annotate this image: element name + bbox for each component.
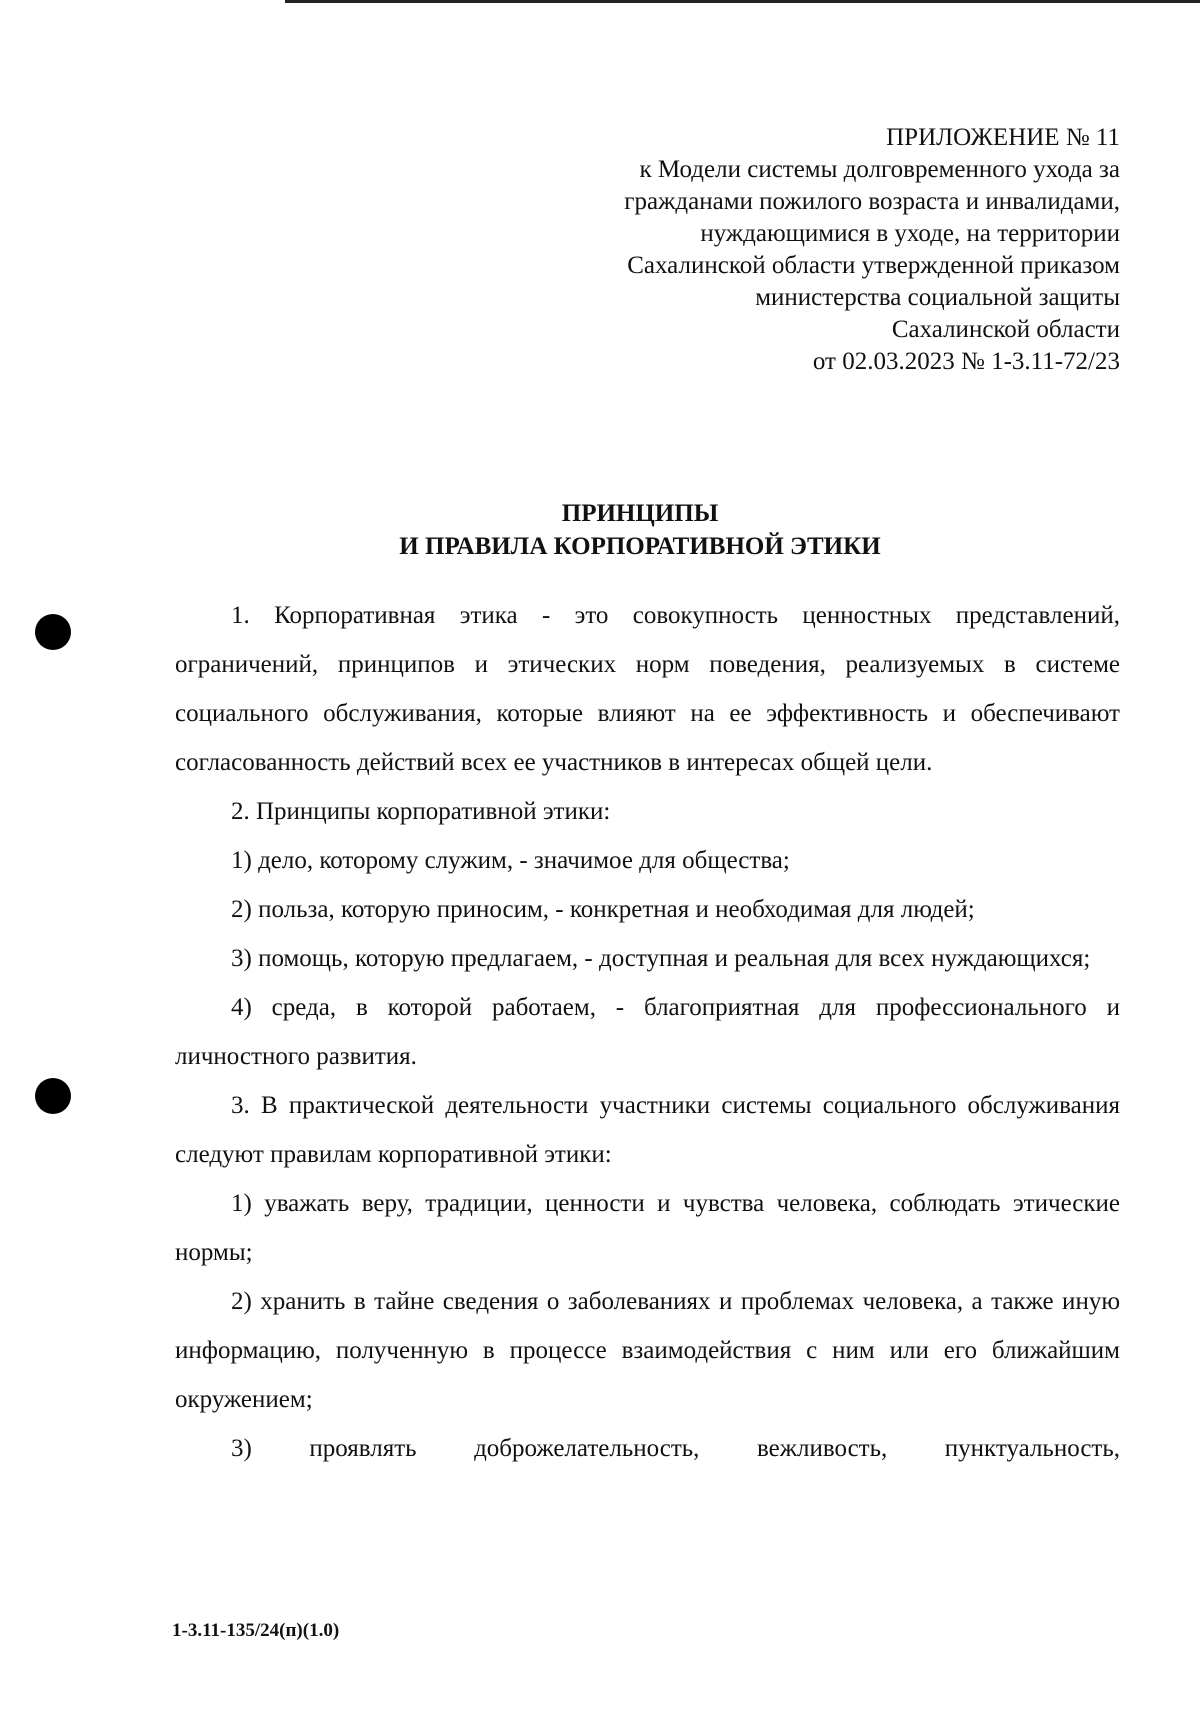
appendix-line: гражданами пожилого возраста и инвалидами, (624, 188, 1120, 215)
appendix-line: министерства социальной защиты (755, 284, 1120, 311)
appendix-line: Сахалинской области (891, 316, 1120, 343)
paragraph-definition: 1. Корпоративная этика - это совокупность ценностных представлений, ограничений, принципов и этических норм поведения, реализуемых в системе социального обслуживания, которые влияют на ее эффективность и обеспечивают согласованность действий всех ее участников в интересах общей цели. (175, 602, 1120, 776)
principle-item-1: 1) дело, которому служим, - значимое для общества; (231, 847, 790, 874)
document-body (175, 591, 1120, 1473)
principle-item-4: 4) среда, в которой работаем, - благоприятная для профессионального и личностного развития. (175, 994, 1120, 1070)
principle-item-2: 2) польза, которую приносим, - конкретная и необходимая для людей; (231, 896, 975, 923)
punch-hole-lower (35, 1078, 71, 1114)
appendix-line: Сахалинской области утвержденной приказом (627, 252, 1120, 279)
rule-item-3: 3) проявлять доброжелательность, вежливость, пунктуальность, (231, 1435, 1120, 1462)
scan-top-edge-line (285, 0, 1200, 3)
appendix-line: нуждающимися в уходе, на территории (700, 220, 1120, 247)
appendix-header (500, 122, 1120, 378)
rule-item-1: 1) уважать веру, традиции, ценности и чувства человека, соблюдать этические нормы; (175, 1190, 1120, 1266)
punch-hole-upper (35, 614, 71, 650)
document-title-line-1: ПРИНЦИПЫ (561, 500, 719, 527)
document-code: 1-3.11-135/24(п)(1.0) (172, 1620, 340, 1641)
appendix-order-ref: от 02.03.2023 № 1-3.11-72/23 (812, 348, 1120, 375)
rule-item-2: 2) хранить в тайне сведения о заболеваниях и проблемах человека, а также иную информацию, полученную в процессе взаимодействия с ним или его ближайшим окружением; (175, 1288, 1120, 1413)
appendix-line: к Модели системы долговременного ухода за (639, 156, 1120, 183)
document-title-line-2: И ПРАВИЛА КОРПОРАТИВНОЙ ЭТИКИ (399, 533, 881, 560)
principle-item-3: 3) помощь, которую предлагаем, - доступная и реальная для всех нуждающихся; (231, 945, 1091, 972)
appendix-number: ПРИЛОЖЕНИЕ № 11 (886, 124, 1120, 151)
paragraph-principles-heading: 2. Принципы корпоративной этики: (231, 798, 611, 825)
paragraph-rules-heading: 3. В практической деятельности участники системы социального обслуживания следуют правилам корпоративной этики: (175, 1092, 1120, 1168)
